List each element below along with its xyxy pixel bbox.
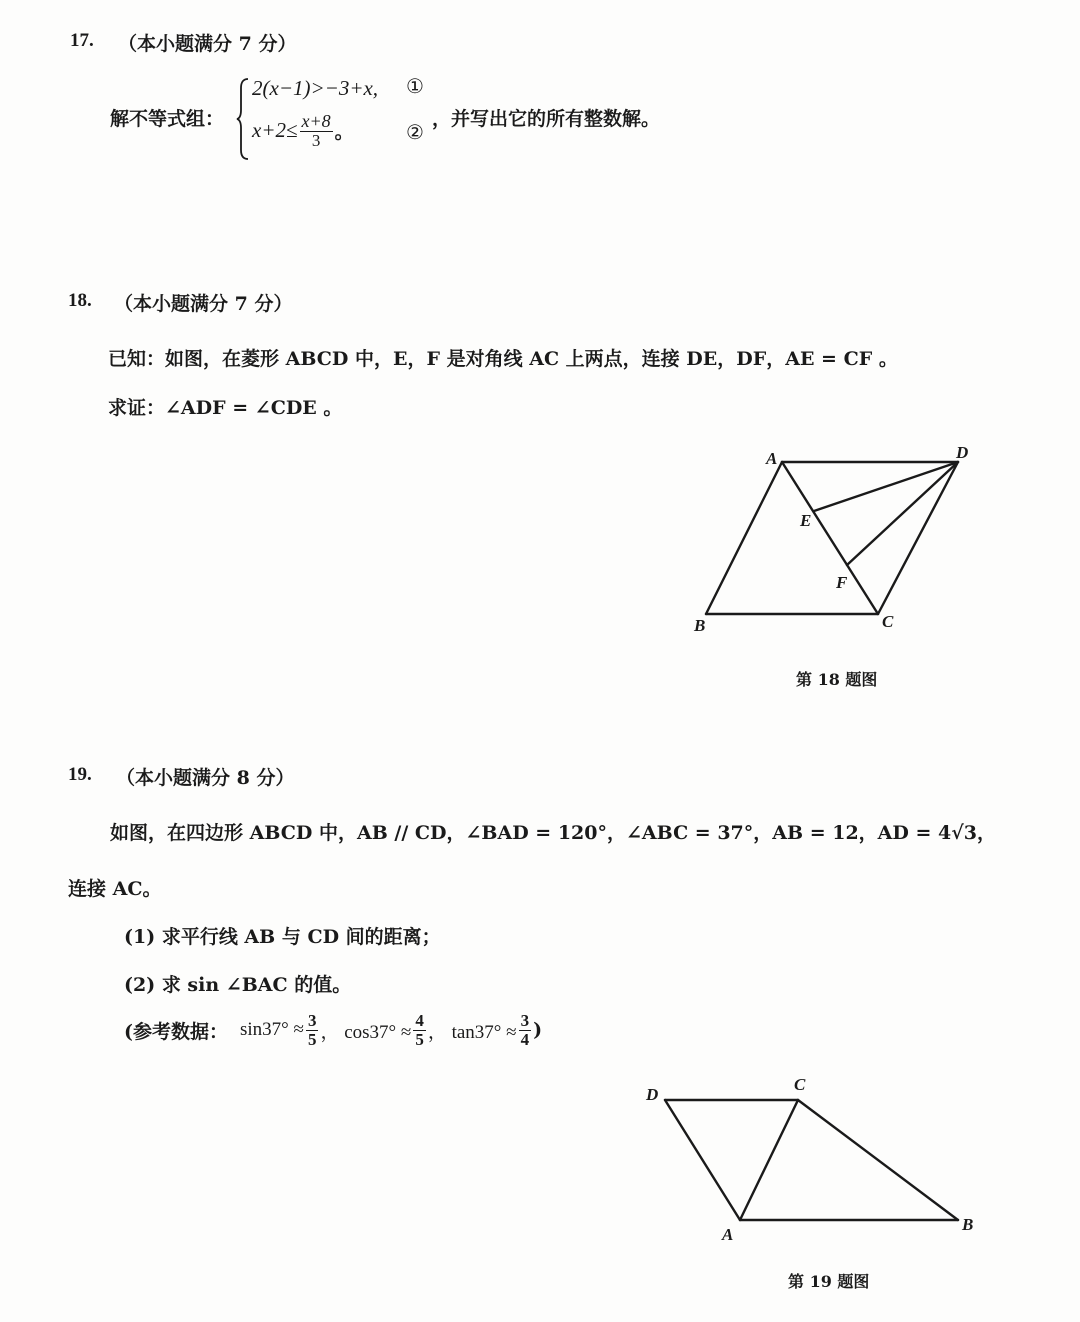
q19-ref-sin: sin37° ≈ [240,1019,304,1041]
q18-label-c: C [882,612,894,631]
q17-inequality-2 [252,112,354,150]
q18-segment-df [847,462,958,565]
q19-ref-sin-fraction [306,1012,319,1049]
q18-label-f: F [836,573,848,592]
q19-ref-cos: ， cos37° ≈ [320,1021,412,1043]
q19-ref-cos-num: 4 [415,1011,424,1030]
q18-figure [680,440,980,640]
q19-ref-tan-den: 4 [520,1029,530,1049]
q19-segment-ac [740,1100,798,1220]
q19-ref-cos-den: 5 [415,1029,424,1049]
q19-reference-data [124,1012,542,1049]
q17-inequality-2-end: 。 [334,121,354,144]
q18-side-ba [706,462,782,614]
q19-ref-tan: ， tan37° ≈ [427,1021,517,1043]
q18-caption: 第 18 题图 [796,670,878,689]
q18-label-a: A [766,449,778,468]
q17-inequality-1: 2(x−1)>−3+x, [252,76,379,100]
q19-label-c: C [794,1075,806,1094]
q19-ref-open: (参考数据： [124,1020,228,1043]
q17-mark-1: ① [406,76,424,98]
q18-given [108,344,898,371]
q17-fraction [300,112,333,150]
q19-part-2: (2) 求 sin ∠BAC 的值。 [124,974,352,996]
q17-lead: 解不等式组： [110,108,225,130]
q19-ref-tan-fraction [519,1012,532,1049]
q19-line-1: 如图，在四边形 ABCD 中，AB // CD，∠BAD = 120°，∠ABC = 37°，AB = 12，AD = 4√3， [110,822,996,844]
q19-caption: 第 19 题图 [788,1272,870,1291]
q18-prove-text: ∠ADF = ∠CDE 。 [165,397,343,419]
q19-figure [630,1070,990,1250]
q17-fraction-denominator: 3 [311,130,321,150]
q19-ref-sin-den: 5 [307,1029,317,1049]
q19-side-ad [665,1100,740,1220]
q19-line-2: 连接 AC。 [68,878,162,900]
q17-brace [236,78,250,160]
q18-header: （本小题满分 7 分） [114,293,293,315]
q18-label-e: E [800,511,812,530]
q18-number: 18. [68,290,92,311]
q18-diagonal-ac [782,462,878,614]
q19-header: （本小题满分 8 分） [116,767,295,789]
q17-mark-2: ② [406,122,424,144]
q19-side-cb [798,1100,958,1220]
q19-label-a: A [722,1225,734,1244]
q17-tail: ，并写出它的所有整数解。 [432,108,661,130]
q18-given-label: 已知： [108,348,166,370]
q19-ref-tan-num: 3 [520,1011,530,1030]
q19-label-b: B [962,1215,974,1234]
q19-ref-cos-fraction [413,1012,426,1049]
q17-header: （本小题满分 7 分） [118,33,297,55]
q17-number: 17. [70,30,94,51]
q19-part-1: (1) 求平行线 AB 与 CD 间的距离； [124,926,441,948]
q19-number: 19. [68,764,92,785]
q19-ref-sin-num: 3 [307,1011,317,1030]
q19-ref-close: ) [533,1019,543,1042]
q18-prove-label: 求证： [108,397,166,419]
q18-label-b: B [694,616,706,635]
q17-inequality-2-left: x+2≤ [252,118,298,143]
q18-label-d: D [956,443,969,462]
q18-given-text: 如图，在菱形 ABCD 中，E，F 是对角线 AC 上两点，连接 DE，DF，AE = CF 。 [165,348,898,370]
q17-fraction-numerator: x+8 [301,111,331,131]
q18-prove [108,393,342,420]
q19-label-d: D [646,1085,659,1104]
